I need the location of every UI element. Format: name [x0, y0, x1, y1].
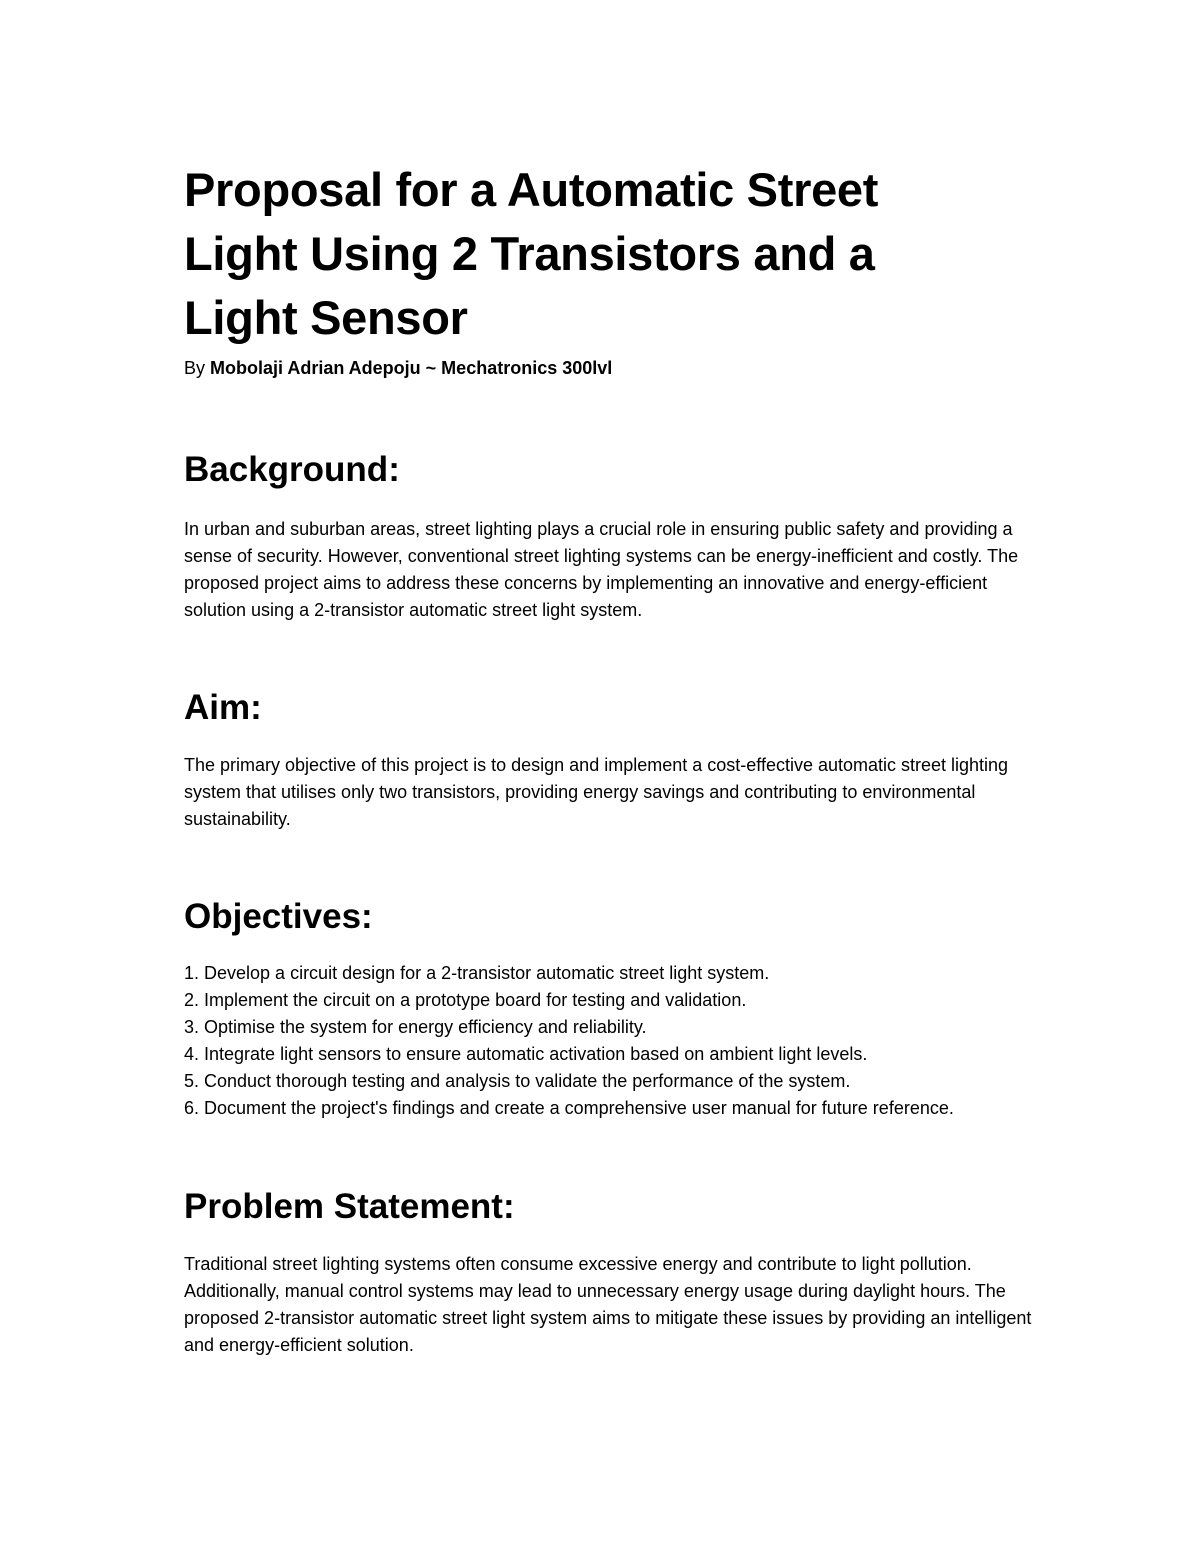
objective-item: 2. Implement the circuit on a prototype board for testing and validation. [184, 990, 747, 1010]
problem-statement-paragraph: Traditional street lighting systems often consume excessive energy and contribute to light pollution. Additionally, manual control systems may lead to unnecessary energy usage during daylight hours. The proposed 2-transistor automatic street light system aims to mitigate these issues by providing an intelligent and energy-efficient solution. [184, 1254, 1032, 1355]
background-paragraph: In urban and suburban areas, street lighting plays a crucial role in ensuring public safety and providing a sense of security. However, conventional street lighting systems can be energy-inefficient and costly. The proposed project aims to address these concerns by implementing an innovative and energy-efficient solution using a 2-transistor automatic street light system. [184, 519, 1019, 620]
aim-heading: Aim: [184, 688, 262, 727]
objective-item: 5. Conduct thorough testing and analysis to validate the performance of the system. [184, 1071, 851, 1091]
byline-author: Mobolaji Adrian Adepoju ~ Mechatronics 300lvl [210, 358, 613, 378]
background-section [184, 448, 1034, 624]
byline-prefix: By [184, 358, 211, 378]
aim-section [184, 686, 1034, 833]
objective-item: 1. Develop a circuit design for a 2-transistor automatic street light system. [184, 963, 770, 983]
objectives-heading: Objectives: [184, 897, 373, 936]
byline [184, 356, 1034, 380]
objective-item: 3. Optimise the system for energy efficiency and reliability. [184, 1017, 647, 1037]
objectives-list [184, 960, 1034, 1122]
objective-item: 4. Integrate light sensors to ensure automatic activation based on ambient light levels. [184, 1044, 868, 1064]
problem-statement-section [184, 1185, 1034, 1359]
background-heading: Background: [184, 450, 400, 489]
objectives-section [184, 895, 1034, 1122]
document-title: Proposal for a Automatic Street Light Using 2 Transistors and a Light Sensor [184, 163, 879, 344]
document-page [184, 158, 1034, 1359]
problem-statement-heading: Problem Statement: [184, 1187, 515, 1226]
objective-item: 6. Document the project's findings and create a comprehensive user manual for future reference. [184, 1098, 954, 1118]
aim-paragraph: The primary objective of this project is to design and implement a cost-effective automatic street lighting system that utilises only two transistors, providing energy savings and contributing to environmental sustainability. [184, 755, 1009, 829]
